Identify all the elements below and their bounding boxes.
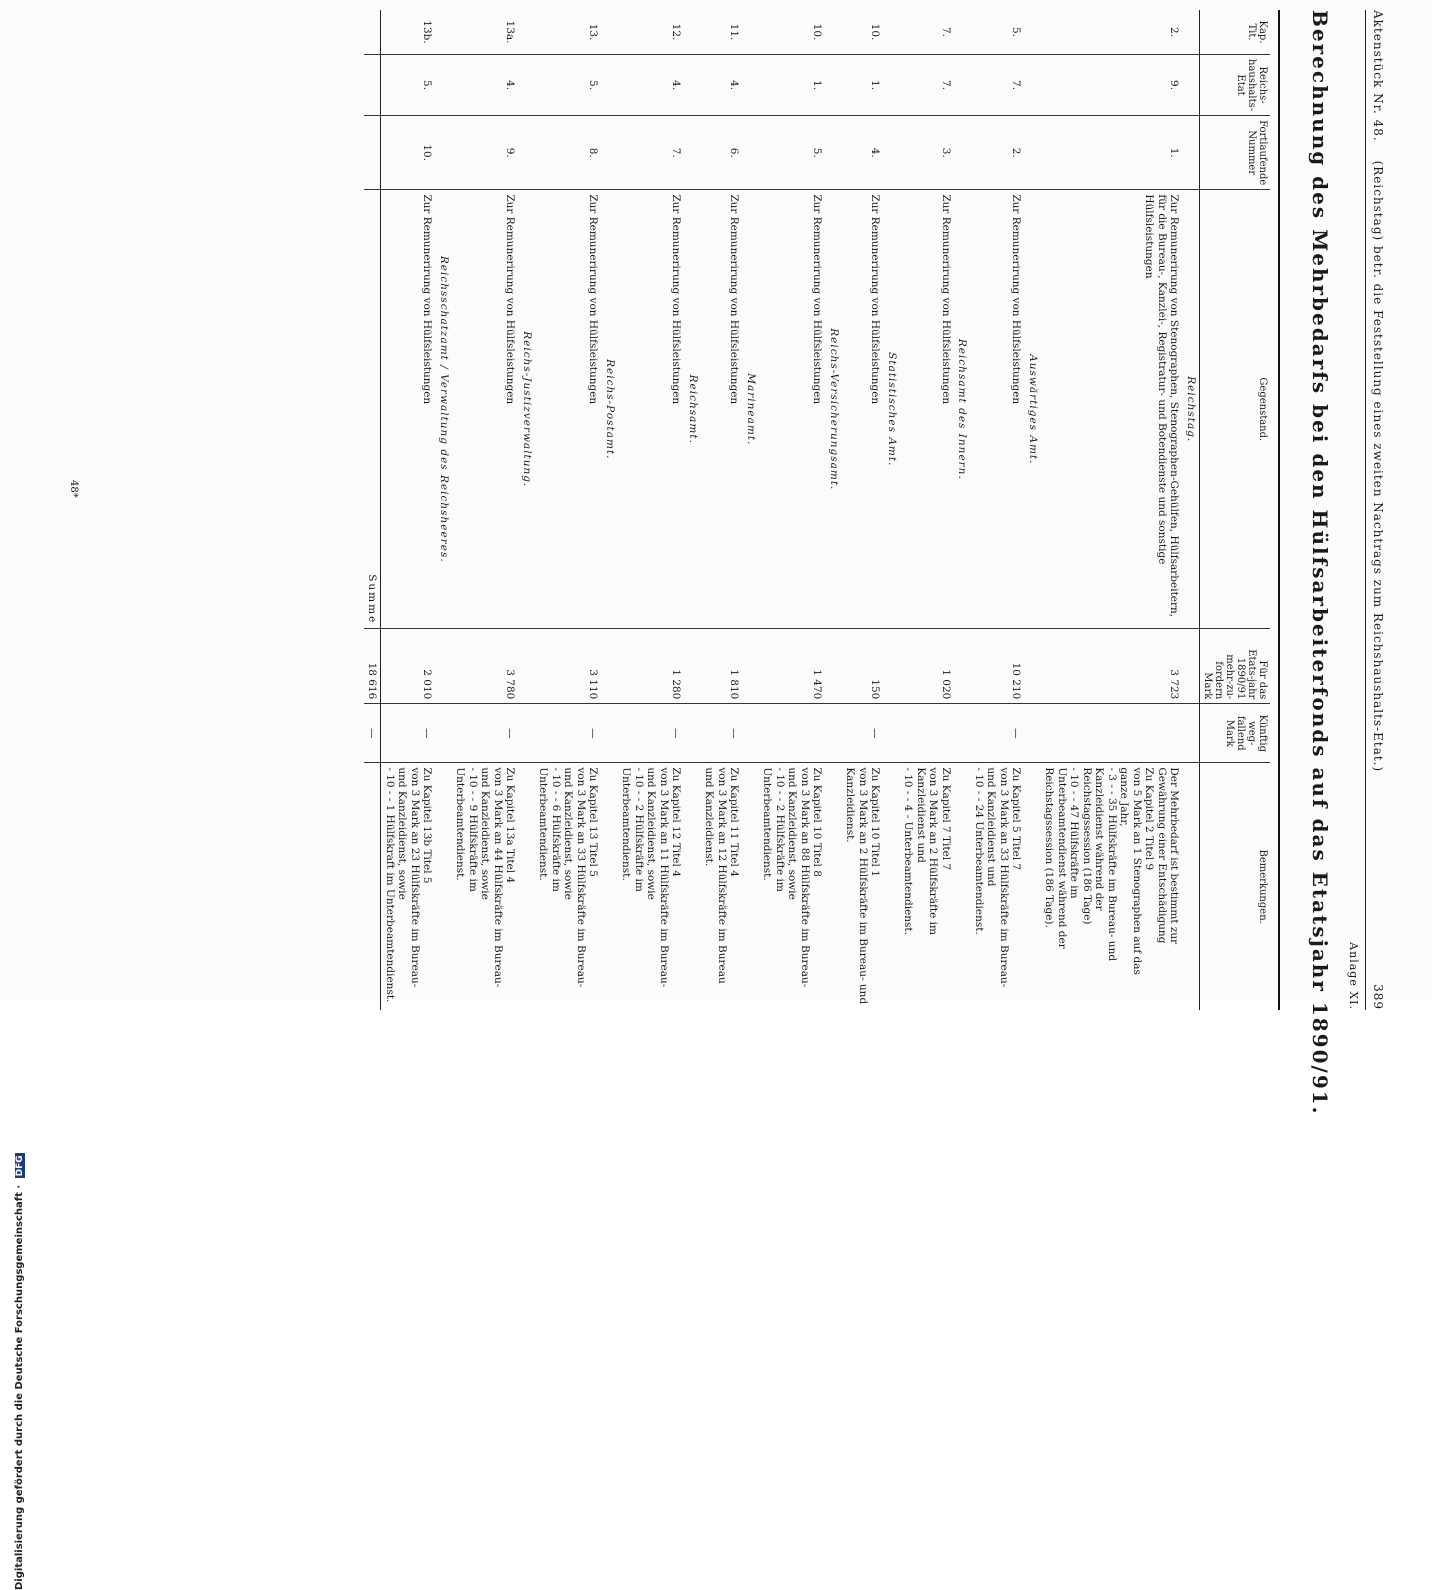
empty-cell: [743, 763, 760, 1010]
table-header-row: [1200, 10, 1271, 1010]
cell-wegfallend: [900, 704, 954, 763]
cell-titel: 9.: [1041, 55, 1183, 116]
cell-summe: 150: [842, 629, 884, 704]
table-row: [618, 10, 685, 1010]
bemerkung-line: von 3 Mark an 44 Hülfskräfte im Bureau- und Kanzleidienst, sowie: [479, 767, 504, 988]
cell-titel: 5.: [381, 55, 436, 116]
rotated-document-sheet: [60, 10, 1390, 1116]
cell-titel: 4.: [618, 55, 685, 116]
cell-kapitel: 13a.: [504, 20, 517, 44]
cell-summe: 1 470: [759, 629, 826, 704]
cell-nummer: 5.: [759, 116, 826, 190]
cell-gegenstand: Zur Remunerirung von Hülfsleistungen: [701, 190, 743, 629]
empty-cell: [1183, 704, 1200, 763]
empty-cell: [884, 704, 901, 763]
empty-cell: [519, 763, 536, 1010]
empty-cell: [602, 116, 619, 190]
section-heading-row: [884, 10, 901, 1010]
bemerkung-line: Zu Kapitel 5 Titel 7: [1010, 767, 1023, 871]
empty-cell: [954, 116, 971, 190]
bemerkung-line: Zu Kapitel 12 Titel 4: [670, 767, 683, 877]
empty-cell: [1183, 629, 1200, 704]
dfg-logo: DFG: [15, 1155, 25, 1177]
cell-gegenstand: Zur Remunerirung von Hülfsleistungen: [535, 190, 602, 629]
bemerkung-line: Zu Kapitel 13 Titel 5: [587, 767, 600, 877]
empty-cell: [954, 55, 971, 116]
empty-cell: [436, 629, 453, 704]
bemerkung-line: - 3 - - 35 Hülfskräfte im Bureau- und Kanzleidienst während der Reichstagssession (186 Tage): [1081, 767, 1118, 962]
cell-titel: 1.: [759, 55, 826, 116]
empty-cell: [954, 629, 971, 704]
empty-cell: [1025, 116, 1042, 190]
cell-gegenstand: Zur Remunerirung von Hülfsleistungen: [971, 190, 1025, 629]
empty-cell: [954, 10, 971, 55]
empty-cell: [519, 629, 536, 704]
empty-cell: [436, 704, 453, 763]
section-heading: Reichs-Postamt.: [602, 190, 619, 629]
cell-gegenstand: Zur Remunerirung von Hülfsleistungen: [759, 190, 826, 629]
bemerkung-line: Zu Kapitel 10 Titel 1: [869, 767, 882, 877]
empty-cell: [685, 763, 702, 1010]
empty-cell: [364, 116, 381, 190]
empty-cell: [685, 629, 702, 704]
section-heading: Reichstag.: [1183, 190, 1200, 629]
cell-bemerkungen: [535, 763, 602, 1010]
empty-cell: [685, 55, 702, 116]
cell-wegfallend: —: [618, 704, 685, 763]
empty-cell: [436, 55, 453, 116]
bemerkung-line: Der Mehrbedarf ist bestimmt zur Gewährung einer Entschädigung: [1156, 767, 1181, 945]
bemerkung-line: von 3 Mark an 2 Hülfskräfte im Kanzleidienst und: [915, 767, 940, 935]
section-heading: Reichs-Justizverwaltung.: [519, 190, 536, 629]
header-center: (Reichstag) betr. die Feststellung eines zweiten Nachtrags zum Reichshaushalts-Etat.): [1371, 160, 1385, 773]
cell-kapitel: 5.: [1010, 26, 1023, 38]
bemerkung-line: Zu Kapitel 10 Titel 8: [811, 767, 824, 877]
credit-text: Digitalisierung gefördert durch die Deutsche Forschungsgemeinschaft · DFG: [14, 1155, 25, 1590]
empty-cell: [884, 10, 901, 55]
cell-bemerkungen: [381, 763, 436, 1010]
cell-bemerkungen: [842, 763, 884, 1010]
empty-cell: [826, 704, 843, 763]
col-header-kap-tit: Kap. Tit.: [1200, 10, 1271, 55]
bemerkung-line: - 10 - - 9 Hülfskräfte im Unterbeamtendienst.: [454, 767, 479, 892]
table-row: [381, 10, 436, 1010]
cell-nummer: 3.: [900, 116, 954, 190]
empty-cell: [743, 10, 760, 55]
bemerkung-line: - 10 - - 47 Hülfskräfte im Unterbeamtendienst während der Reichstagssession (186 Tage).: [1043, 767, 1081, 949]
cell-nummer: 8.: [535, 116, 602, 190]
cell-titel: 7.: [900, 55, 954, 116]
cell-wegfallend: [759, 704, 826, 763]
col-header-etat: Reichs-haushalts-Etat: [1200, 55, 1271, 116]
cell-gegenstand: Zur Remunerirung von Hülfsleistungen: [842, 190, 884, 629]
empty-cell: [826, 763, 843, 1010]
empty-cell: [519, 55, 536, 116]
cell-kapitel: 2.: [1168, 26, 1181, 38]
empty-cell: [602, 10, 619, 55]
cell-titel: 5.: [535, 55, 602, 116]
section-heading-row: [519, 10, 536, 1010]
cell-gegenstand: Zur Remunerirung von Stenographen, Stenographen-Gehülfen, Hülfsarbeitern, für die Bureau-, Kanzlei-, Registratur- und Botendienste und sonstige Hülfsleistungen: [1041, 190, 1183, 629]
empty-cell: [1183, 116, 1200, 190]
section-heading: Reichsamt des Innern.: [954, 190, 971, 629]
bemerkung-line: von 3 Mark an 33 Hülfskräfte im Bureau- und Kanzleidienst, sowie: [562, 767, 587, 988]
empty-cell: [743, 116, 760, 190]
empty-cell: [826, 10, 843, 55]
bemerkung-line: Zu Kapitel 11 Titel 4: [728, 767, 741, 877]
bemerkung-line: von 3 Mark an 12 Hülfskräfte im Bureau und Kanzleidienst.: [703, 767, 728, 984]
cell-nummer: 7.: [618, 116, 685, 190]
section-heading-row: [685, 10, 702, 1010]
empty-cell: [884, 116, 901, 190]
empty-cell: [826, 629, 843, 704]
empty-cell: [884, 763, 901, 1010]
bemerkung-line: - 10 - - 2 Hülfskräfte im Unterbeamtendienst.: [761, 767, 786, 892]
cell-kapitel: 7.: [940, 26, 952, 38]
cell-gegenstand: Zur Remunerirung von Hülfsleistungen: [381, 190, 436, 629]
section-heading-row: [743, 10, 760, 1010]
section-heading: Reichsamt.: [685, 190, 702, 629]
header-left: Aktenstück Nr. 48.: [1371, 10, 1385, 142]
empty-cell: [954, 704, 971, 763]
cell-bemerkungen: [701, 763, 743, 1010]
cell-nummer: 2.: [971, 116, 1025, 190]
empty-cell: [436, 763, 453, 1010]
section-heading: Statistisches Amt.: [884, 190, 901, 629]
header-page-number: 389: [1371, 984, 1385, 1010]
empty-cell: [743, 704, 760, 763]
bemerkung-line: - 10 - - 2 Hülfskräfte im Unterbeamtendienst.: [620, 767, 645, 892]
bemerkung-line: - 10 - - 1 Hülfskraft im Unterbeamtendienst.: [384, 767, 396, 1003]
table-row: [535, 10, 602, 1010]
section-heading-row: [1183, 10, 1200, 1010]
empty-cell: [1025, 55, 1042, 116]
cell-summe: 10 210: [971, 629, 1025, 704]
col-header-wegfallend: Künftig weg-fallend Mark: [1200, 704, 1271, 763]
cell-summe: 1 020: [900, 629, 954, 704]
empty-cell: [954, 763, 971, 1010]
page-number-footer: 48*: [68, 480, 79, 498]
cell-titel: 4.: [701, 55, 743, 116]
table-row: [701, 10, 743, 1010]
col-header-gegenstand: Gegenstand.: [1200, 190, 1271, 629]
cell-nummer: 4.: [842, 116, 884, 190]
empty-cell: [743, 55, 760, 116]
bemerkung-line: - 10 - - 24 Unterbeamtendienst.: [973, 767, 985, 935]
col-header-summe: Für das Etats-jahr 1890/91 mehr-zu-fordern Mark: [1200, 629, 1271, 704]
table-row: [1041, 10, 1183, 1010]
section-heading: Marineamt.: [743, 190, 760, 629]
table-row: [842, 10, 884, 1010]
empty-cell: [602, 629, 619, 704]
col-header-fortlaufend: Fortlaufende Nummer: [1200, 116, 1271, 190]
bemerkung-line: Zu Kapitel 13a Titel 4: [504, 767, 517, 884]
empty-cell: [1183, 10, 1200, 55]
anlage-label: Anlage XI.: [1347, 942, 1360, 1010]
table-row: [759, 10, 826, 1010]
title-rule: [1278, 10, 1280, 1010]
section-heading: Auswärtiges Amt.: [1025, 190, 1042, 629]
cell-bemerkungen: [900, 763, 954, 1010]
cell-bemerkungen: [971, 763, 1025, 1010]
empty-cell: [364, 55, 381, 116]
table-body: [364, 10, 1200, 1010]
empty-cell: [436, 116, 453, 190]
empty-cell: [519, 116, 536, 190]
empty-cell: [685, 704, 702, 763]
cell-nummer: 9.: [452, 116, 519, 190]
empty-cell: [826, 55, 843, 116]
empty-cell: [602, 704, 619, 763]
bemerkung-line: von 3 Mark an 23 Hülfskräfte im Bureau- und Kanzleidienst, sowie: [396, 767, 421, 988]
cell-kapitel: 10.: [869, 23, 882, 41]
empty-cell: [519, 704, 536, 763]
empty-cell: [602, 763, 619, 1010]
bemerkung-line: von 3 Mark an 33 Hülfskräfte im Bureau- und Kanzleidienst und: [985, 767, 1010, 988]
cell-titel: 1.: [842, 55, 884, 116]
total-summe: 18 616: [364, 629, 381, 704]
empty-cell: [884, 55, 901, 116]
total-row: [364, 10, 381, 1010]
empty-cell: [364, 763, 381, 1010]
cell-wegfallend: —: [842, 704, 884, 763]
cell-bemerkungen: [759, 763, 826, 1010]
section-heading: Reichsschatzamt / Verwaltung des Reichsheeres.: [436, 190, 453, 629]
running-header: [1371, 10, 1384, 1010]
cell-kapitel: 11.: [728, 23, 741, 41]
header-rule: [1365, 10, 1366, 1010]
cell-summe: 1 810: [701, 629, 743, 704]
cell-gegenstand: Zur Remunerirung von Hülfsleistungen: [618, 190, 685, 629]
section-heading-row: [436, 10, 453, 1010]
document-title: Berechnung des Mehrbedarfs bei den Hülfsarbeiterfonds auf das Etatsjahr 1890/91.: [1308, 10, 1332, 1116]
empty-cell: [1025, 629, 1042, 704]
empty-cell: [602, 55, 619, 116]
empty-cell: [1183, 763, 1200, 1010]
cell-wegfallend: —: [971, 704, 1025, 763]
table-row: [900, 10, 954, 1010]
empty-cell: [884, 629, 901, 704]
budget-table: [364, 10, 1270, 1010]
col-header-bemerkungen: Bemerkungen.: [1200, 763, 1271, 1010]
empty-cell: [1183, 55, 1200, 116]
empty-cell: [364, 10, 381, 55]
cell-wegfallend: —: [535, 704, 602, 763]
cell-titel: 7.: [971, 55, 1025, 116]
empty-cell: [519, 10, 536, 55]
empty-cell: [685, 10, 702, 55]
cell-bemerkungen: [618, 763, 685, 1010]
cell-wegfallend: —: [452, 704, 519, 763]
empty-cell: [1025, 10, 1042, 55]
cell-wegfallend: —: [381, 704, 436, 763]
bemerkung-line: Zu Kapitel 2 Titel 9: [1143, 767, 1156, 871]
section-heading-row: [954, 10, 971, 1010]
bemerkung-line: Zu Kapitel 13b Titel 5: [421, 767, 434, 884]
cell-kapitel: 10.: [811, 23, 824, 41]
digitization-credit: [2, 600, 25, 1590]
cell-nummer: 1.: [1041, 116, 1183, 190]
cell-gegenstand: Zur Remunerirung von Hülfsleistungen: [900, 190, 954, 629]
section-heading-row: [602, 10, 619, 1010]
bemerkung-line: Zu Kapitel 7 Titel 7: [940, 767, 952, 871]
bemerkung-line: von 5 Mark an 1 Stenographen auf das ganze Jahr,: [1118, 767, 1143, 975]
cell-summe: 3 110: [535, 629, 602, 704]
empty-cell: [826, 116, 843, 190]
empty-cell: [436, 10, 453, 55]
empty-cell: [743, 629, 760, 704]
cell-summe: 3 723: [1041, 629, 1183, 704]
empty-cell: [1025, 763, 1042, 1010]
total-wegfallend: —: [364, 704, 381, 763]
bemerkung-line: von 3 Mark an 2 Hülfskräfte im Bureau- und Kanzleidienst.: [844, 767, 869, 1005]
cell-kapitel: 12.: [670, 23, 683, 41]
bemerkung-line: - 10 - - 6 Hülfskräfte im Unterbeamtendienst.: [537, 767, 562, 892]
cell-wegfallend: —: [701, 704, 743, 763]
empty-cell: [685, 116, 702, 190]
bemerkung-line: von 3 Mark an 88 Hülfskräfte im Bureau- und Kanzleidienst, sowie: [786, 767, 811, 988]
empty-cell: [1025, 704, 1042, 763]
total-label: Summe: [364, 190, 381, 629]
cell-summe: 1 280: [618, 629, 685, 704]
cell-bemerkungen: [452, 763, 519, 1010]
cell-summe: 3 780: [452, 629, 519, 704]
cell-nummer: 6.: [701, 116, 743, 190]
cell-titel: 4.: [452, 55, 519, 116]
table-row: [452, 10, 519, 1010]
cell-nummer: 10.: [381, 116, 436, 190]
bemerkung-line: - 10 - - 4 - Unterbeamtendienst.: [902, 767, 915, 935]
table-row: [971, 10, 1025, 1010]
section-heading-row: [826, 10, 843, 1010]
section-heading: Reichs-Versicherungsamt.: [826, 190, 843, 629]
cell-summe: 2 010: [381, 629, 436, 704]
bemerkung-line: von 3 Mark an 11 Hülfskräfte im Bureau- und Kanzleidienst, sowie: [645, 767, 670, 988]
cell-kapitel: 13b.: [421, 20, 434, 44]
cell-bemerkungen: [1041, 763, 1183, 1010]
cell-wegfallend: [1041, 704, 1183, 763]
section-heading-row: [1025, 10, 1042, 1010]
cell-kapitel: 13.: [587, 23, 600, 41]
cell-gegenstand: Zur Remunerirung von Hülfsleistungen: [452, 190, 519, 629]
credit-label: Digitalisierung gefördert durch die Deutsche Forschungsgemeinschaft: [14, 1192, 25, 1590]
